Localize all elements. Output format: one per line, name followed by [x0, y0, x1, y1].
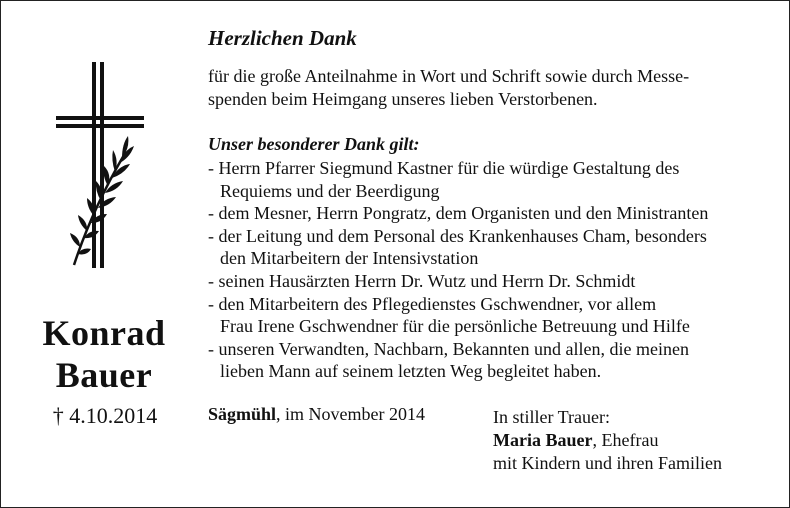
date-text: , im November 2014	[276, 404, 426, 424]
thanks-line: - unseren Verwandten, Nachbarn, Bekannten und allen, die meinen	[208, 338, 689, 359]
mourning-label: In stiller Trauer:	[493, 407, 610, 427]
death-date: † 4.10.2014	[52, 403, 158, 428]
intro-text	[208, 65, 768, 111]
place-name: Sägmühl	[208, 404, 277, 424]
thanks-list	[208, 157, 773, 383]
notice-heading: Herzlichen Dank	[208, 26, 357, 50]
place-and-date	[208, 402, 425, 426]
family-line: mit Kindern und ihren Familien	[493, 453, 722, 473]
thanks-line: - dem Mesner, Herrn Pongratz, dem Organisten und den Ministranten	[208, 203, 709, 224]
thanks-line: Frau Irene Gschwendner für die persönliche Betreuung und Hilfe	[220, 316, 690, 337]
thanks-line: - seinen Hausärzten Herrn Dr. Wutz und Herrn Dr. Schmidt	[208, 270, 636, 291]
cross-with-palm-icon	[52, 60, 162, 300]
widow-name: Maria Bauer	[493, 430, 593, 450]
intro-line: für die große Anteilnahme in Wort und Schrift sowie durch Messe-	[208, 66, 690, 86]
thanks-line: lieben Mann auf seinem letzten Weg begleitet haben.	[220, 361, 602, 382]
thanks-line: - der Leitung und dem Personal des Krankenhauses Cham, besonders	[208, 225, 707, 246]
thanks-subheading: Unser besonderer Dank gilt:	[208, 134, 420, 154]
deceased-first-name: Konrad	[42, 313, 166, 353]
widow-line	[493, 429, 722, 452]
widow-relation: , Ehefrau	[592, 430, 659, 450]
intro-line: spenden beim Heimgang unseres lieben Verstorbenen.	[208, 89, 598, 109]
thanks-line: - den Mitarbeitern des Pflegedienstes Gschwendner, vor allem	[208, 293, 657, 314]
thanks-line: den Mitarbeitern der Intensivstation	[220, 248, 479, 269]
mourners-block	[493, 406, 722, 475]
thanks-line: - Herrn Pfarrer Siegmund Kastner für die würdige Gestaltung des	[208, 158, 680, 178]
thanks-line: Requiems und der Beerdigung	[220, 180, 440, 201]
deceased-last-name: Bauer	[55, 355, 153, 395]
